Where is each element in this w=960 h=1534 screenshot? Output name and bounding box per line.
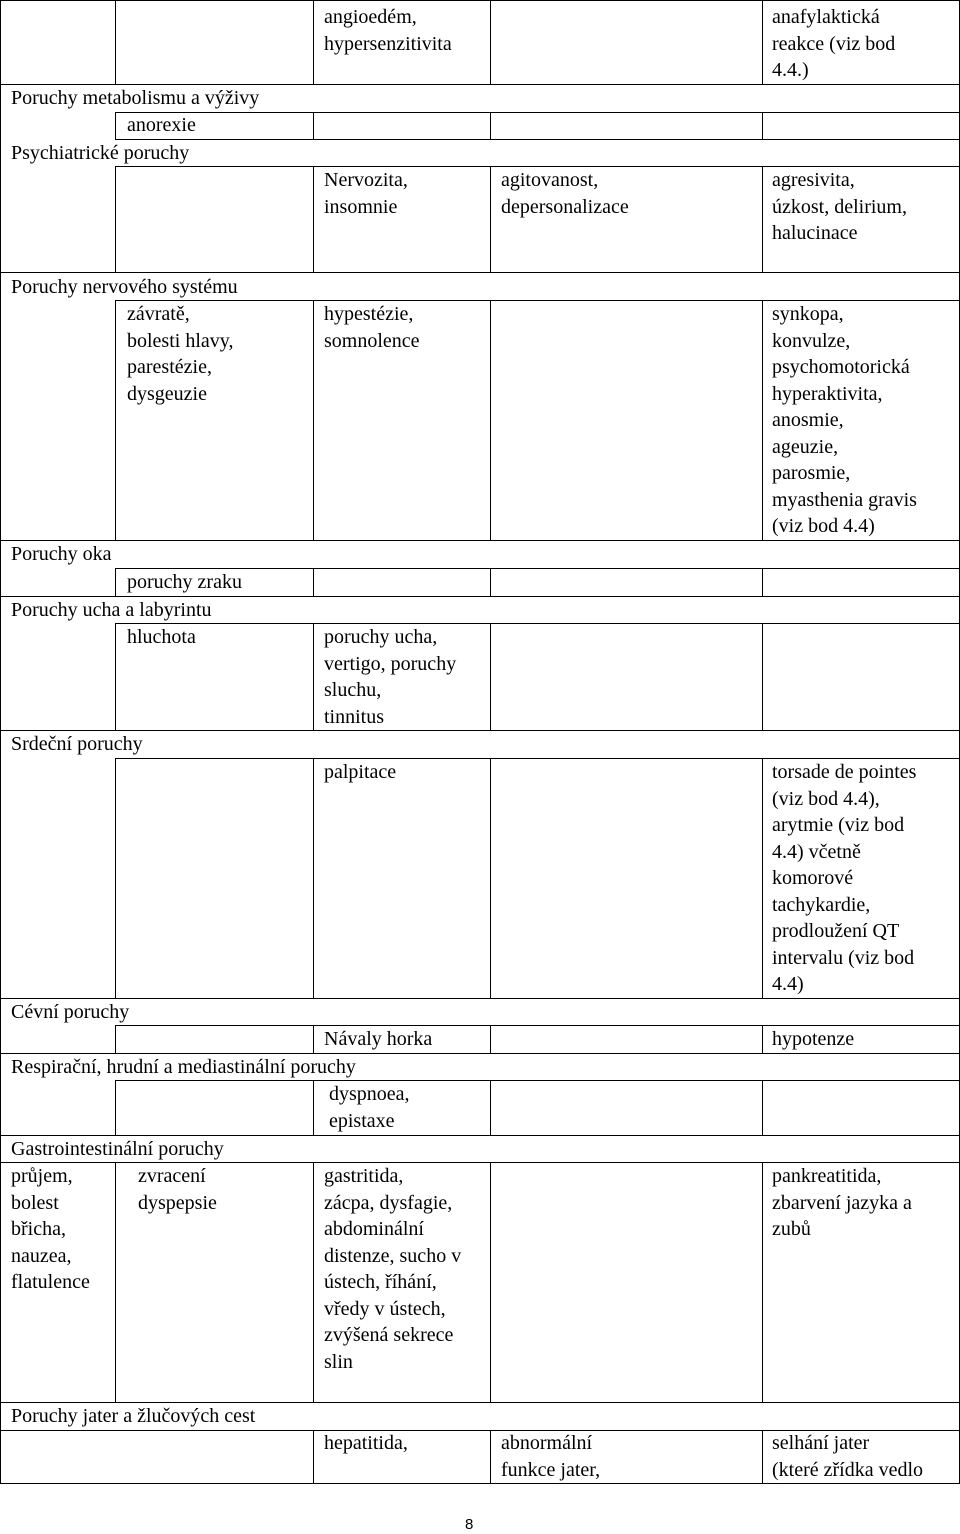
- column-divider: [313, 300, 314, 540]
- column-divider: [115, 166, 116, 272]
- cell-text: hypestézie, somnolence: [324, 303, 420, 352]
- page-number: 8: [465, 1516, 474, 1533]
- column-divider: [313, 1430, 314, 1484]
- cell-text: hepatitida,: [324, 1432, 408, 1454]
- cell-text: anorexie: [127, 114, 196, 136]
- column-divider: [313, 568, 314, 596]
- column-divider: [490, 1430, 491, 1484]
- column-divider: [115, 0, 116, 84]
- column-divider: [762, 1430, 763, 1484]
- cell-text: anafylaktická reakce (viz bod 4.4.): [772, 6, 896, 81]
- section-header: Poruchy oka: [11, 543, 112, 565]
- column-divider: [490, 1025, 491, 1053]
- column-divider: [115, 1162, 116, 1402]
- cell-text: gastritida, zácpa, dysfagie, abdominální distenze, sucho v ústech, říhání, vředy v ústech, zvýšená sekrece slin: [324, 1165, 462, 1373]
- row-divider: [0, 998, 960, 999]
- cell-text: dyspnoea, epistaxe: [329, 1083, 410, 1132]
- column-divider: [490, 1080, 491, 1135]
- column-divider: [762, 568, 763, 596]
- cell-text: palpitace: [324, 761, 397, 783]
- table-border: [0, 0, 1, 1484]
- column-divider: [490, 0, 491, 84]
- column-divider: [313, 112, 314, 139]
- column-divider: [490, 758, 491, 998]
- cell-text: závratě, bolesti hlavy, parestézie, dysgeuzie: [127, 303, 234, 405]
- column-divider: [115, 758, 116, 998]
- column-divider: [490, 166, 491, 272]
- column-divider: [490, 568, 491, 596]
- row-divider: [0, 272, 960, 273]
- section-header: Gastrointestinální poruchy: [11, 1138, 224, 1160]
- column-divider: [115, 300, 116, 540]
- row-divider: [115, 139, 960, 140]
- cell-text: poruchy zraku: [127, 571, 242, 593]
- cell-text: selhání jater (které zřídka vedlo: [772, 1432, 924, 1481]
- column-divider: [313, 758, 314, 998]
- column-divider: [313, 1025, 314, 1053]
- row-divider: [115, 623, 960, 624]
- column-divider: [115, 112, 116, 139]
- cell-text: hluchota: [127, 626, 196, 648]
- column-divider: [490, 300, 491, 540]
- section-header: Psychiatrické poruchy: [11, 142, 190, 164]
- cell-text: Nervozita, insomnie: [324, 169, 408, 218]
- section-header: Poruchy ucha a labyrintu: [11, 599, 212, 621]
- section-header: Srdeční poruchy: [11, 733, 143, 755]
- column-divider: [313, 166, 314, 272]
- column-divider: [115, 1080, 116, 1135]
- cell-text: agitovanost, depersonalizace: [501, 169, 629, 218]
- column-divider: [762, 300, 763, 540]
- column-divider: [313, 1162, 314, 1402]
- column-divider: [490, 112, 491, 139]
- column-divider: [313, 623, 314, 730]
- column-divider: [762, 623, 763, 730]
- section-header: Respirační, hrudní a mediastinální poruchy: [11, 1056, 356, 1078]
- column-divider: [762, 0, 763, 84]
- row-divider: [0, 730, 960, 731]
- cell-text: agresivita, úzkost, delirium, halucinace: [772, 169, 907, 244]
- column-divider: [490, 623, 491, 730]
- column-divider: [762, 758, 763, 998]
- column-divider: [762, 1162, 763, 1402]
- section-header: Cévní poruchy: [11, 1001, 130, 1023]
- column-divider: [762, 112, 763, 139]
- column-divider: [313, 0, 314, 84]
- cell-text: torsade de pointes (viz bod 4.4), arytmie (viz bod 4.4) včetně komorové tachykardie, prodloužení QT intervalu (viz bod 4.4): [772, 761, 917, 995]
- cell-text: angioedém, hypersenzitivita: [324, 6, 452, 55]
- column-divider: [490, 1162, 491, 1402]
- column-divider: [115, 568, 116, 596]
- column-divider: [762, 1080, 763, 1135]
- column-divider: [115, 623, 116, 730]
- cell-text: zvracení dyspepsie: [138, 1165, 217, 1214]
- column-divider: [115, 1025, 116, 1053]
- column-divider: [762, 1025, 763, 1053]
- row-divider: [0, 540, 960, 541]
- row-divider: [115, 112, 960, 113]
- table-border: [0, 0, 960, 1]
- column-divider: [762, 166, 763, 272]
- section-header: Poruchy jater a žlučových cest: [11, 1405, 256, 1427]
- cell-text: Návaly horka: [324, 1028, 433, 1050]
- cell-text: poruchy ucha, vertigo, poruchy sluchu, tinnitus: [324, 626, 457, 728]
- section-header: Poruchy nervového systému: [11, 276, 238, 298]
- column-divider: [313, 1080, 314, 1135]
- section-header: Poruchy metabolismu a výživy: [11, 87, 260, 109]
- cell-text: pankreatitida, zbarvení jazyka a zubů: [772, 1165, 912, 1240]
- cell-text: synkopa, konvulze, psychomotorická hyperaktivita, anosmie, ageuzie, parosmie, myasthenia gravis (viz bod 4.4): [772, 303, 917, 537]
- cell-text: průjem, bolest břicha, nauzea, flatulence: [11, 1165, 90, 1293]
- cell-text: hypotenze: [772, 1028, 855, 1050]
- table-border: [0, 1483, 960, 1484]
- cell-text: abnormální funkce jater,: [501, 1432, 601, 1481]
